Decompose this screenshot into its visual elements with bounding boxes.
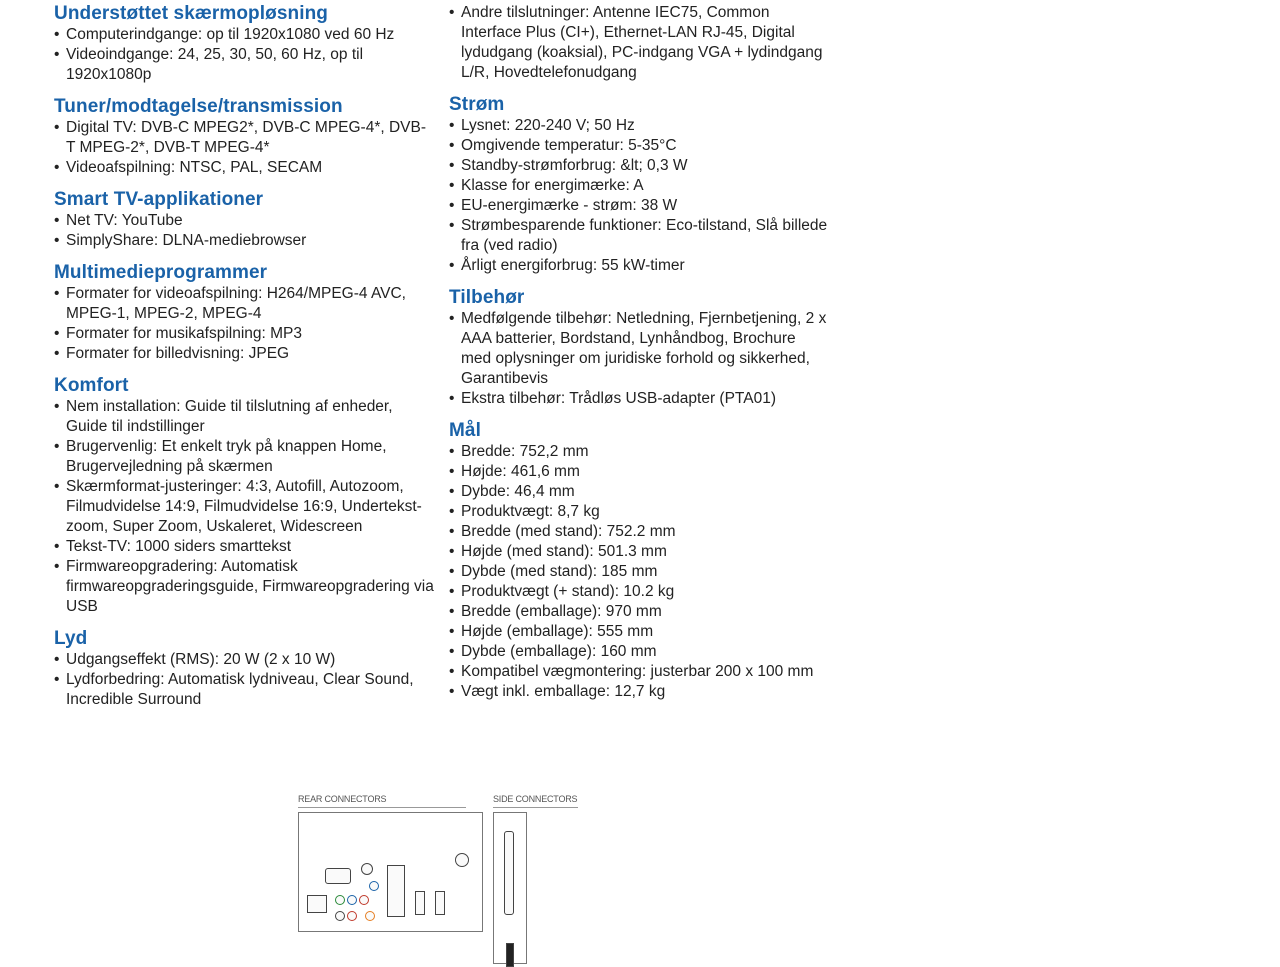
spec-list	[54, 650, 434, 710]
audio-l-jack-icon	[335, 911, 345, 921]
spec-item: • Årligt energiforbrug: 55 kW-timer	[449, 256, 829, 276]
spec-item: • Strømbesparende funktioner: Eco-tilstand, Slå billede fra (ved radio)	[449, 216, 829, 256]
spec-item: • Computerindgange: op til 1920x1080 ved 60 Hz	[54, 25, 434, 45]
section-heading: Komfort	[54, 375, 129, 396]
spec-item: • SimplyShare: DLNA-mediebrowser	[54, 231, 434, 251]
spec-item: • Nem installation: Guide til tilslutning af enheder, Guide til indstillinger	[54, 397, 434, 437]
digital-audio-out-jack-icon	[365, 911, 375, 921]
spec-section-strom	[449, 94, 829, 276]
rear-panel	[298, 812, 483, 932]
spec-list	[449, 116, 829, 276]
side-divider	[493, 807, 578, 808]
section-heading: Lyd	[54, 628, 88, 649]
spec-item: • Dybde (med stand): 185 mm	[449, 562, 829, 582]
spec-item: • Lysnet: 220-240 V; 50 Hz	[449, 116, 829, 136]
spec-section-smart-tv-applikationer	[54, 189, 434, 251]
component-pb-jack-icon	[347, 895, 357, 905]
connector-diagram	[296, 792, 596, 960]
spec-item: • Andre tilslutninger: Antenne IEC75, Common Interface Plus (CI+), Ethernet-LAN RJ-45, Digital lydudgang (koaksial), PC-indgang VGA + lydindgang L/R, Hovedtelefonudgang	[449, 3, 829, 83]
scart-port-icon	[387, 865, 405, 917]
spec-section-lyd	[54, 628, 434, 710]
spec-item: • Udgangseffekt (RMS): 20 W (2 x 10 W)	[54, 650, 434, 670]
common-interface-slot-icon	[504, 831, 514, 915]
side-connectors-label: SIDE CONNECTORS	[493, 794, 578, 804]
spec-item: • Ekstra tilbehør: Trådløs USB-adapter (PTA01)	[449, 389, 829, 409]
section-heading: Mål	[449, 420, 481, 441]
network-port-icon	[307, 895, 327, 913]
spec-item: • Videoindgange: 24, 25, 30, 50, 60 Hz, op til 1920x1080p	[54, 45, 434, 85]
spec-section-continued	[449, 3, 829, 83]
spec-item: • Lydforbedring: Automatisk lydniveau, Clear Sound, Incredible Surround	[54, 670, 434, 710]
spec-list	[54, 397, 434, 617]
spec-item: • Digital TV: DVB-C MPEG2*, DVB-C MPEG-4*, DVB-T MPEG-2*, DVB-T MPEG-4*	[54, 118, 434, 158]
spec-section-understottet-skaermoplosning	[54, 3, 434, 85]
audio-jack-icon	[369, 881, 379, 891]
spec-item: • Medfølgende tilbehør: Netledning, Fjernbetjening, 2 x AAA batterier, Bordstand, Lynhåndbog, Brochure med oplysninger om juridiske forhold og sikkerhed, Garantibevis	[449, 309, 829, 389]
spec-item: • Dybde (emballage): 160 mm	[449, 642, 829, 662]
hdmi-1-port-icon	[435, 891, 445, 915]
audio-r-jack-icon	[347, 911, 357, 921]
spec-section-multimedieprogrammer	[54, 262, 434, 364]
spec-item: • Brugervenlig: Et enkelt tryk på knappen Home, Brugervejledning på skærmen	[54, 437, 434, 477]
section-heading: Tuner/modtagelse/transmission	[54, 96, 343, 117]
spec-section-tuner-modtagelse-transmission	[54, 96, 434, 178]
component-pr-jack-icon	[359, 895, 369, 905]
spec-list	[54, 118, 434, 178]
spec-item: • Net TV: YouTube	[54, 211, 434, 231]
spec-item: • Højde: 461,6 mm	[449, 462, 829, 482]
spec-item: • Formater for musikafspilning: MP3	[54, 324, 434, 344]
spec-item: • EU-energimærke - strøm: 38 W	[449, 196, 829, 216]
rear-divider	[298, 807, 466, 808]
left-column	[54, 3, 434, 710]
spec-item: • Højde (emballage): 555 mm	[449, 622, 829, 642]
spec-item: • Bredde (med stand): 752.2 mm	[449, 522, 829, 542]
spec-section-komfort	[54, 375, 434, 617]
spec-list	[449, 3, 829, 83]
spec-item: • Produktvægt (+ stand): 10.2 kg	[449, 582, 829, 602]
spec-item: • Produktvægt: 8,7 kg	[449, 502, 829, 522]
spec-item: • Højde (med stand): 501.3 mm	[449, 542, 829, 562]
spec-item: • Kompatibel vægmontering: justerbar 200 x 100 mm	[449, 662, 829, 682]
spec-list	[54, 25, 434, 85]
spec-item: • Bredde (emballage): 970 mm	[449, 602, 829, 622]
spec-item: • Videoafspilning: NTSC, PAL, SECAM	[54, 158, 434, 178]
vga-port-icon	[325, 868, 351, 884]
side-panel	[493, 812, 527, 964]
spec-item: • Firmwareopgradering: Automatisk firmwareopgraderingsguide, Firmwareopgradering via USB	[54, 557, 434, 617]
usb-port-icon	[506, 943, 514, 967]
spec-item: • Formater for billedvisning: JPEG	[54, 344, 434, 364]
spec-item: • Vægt inkl. emballage: 12,7 kg	[449, 682, 829, 702]
section-heading: Understøttet skærmopløsning	[54, 3, 328, 24]
section-heading: Strøm	[449, 94, 505, 115]
spec-item: • Standby-strømforbrug: &lt; 0,3 W	[449, 156, 829, 176]
spec-list	[449, 309, 829, 409]
spec-item: • Dybde: 46,4 mm	[449, 482, 829, 502]
spec-item: • Tekst-TV: 1000 siders smarttekst	[54, 537, 434, 557]
spec-item: • Klasse for energimærke: A	[449, 176, 829, 196]
right-column	[449, 0, 829, 702]
spec-list	[449, 442, 829, 702]
section-heading: Smart TV-applikationer	[54, 189, 264, 210]
section-heading: Multimedieprogrammer	[54, 262, 268, 283]
hdmi-2-port-icon	[415, 891, 425, 915]
section-heading: Tilbehør	[449, 287, 525, 308]
spec-item: • Bredde: 752,2 mm	[449, 442, 829, 462]
spec-list	[54, 284, 434, 364]
audio-in-jack-icon	[361, 863, 373, 875]
spec-item: • Formater for videoafspilning: H264/MPEG-4 AVC, MPEG-1, MPEG-2, MPEG-4	[54, 284, 434, 324]
spec-item: • Omgivende temperatur: 5-35°C	[449, 136, 829, 156]
spec-item: • Skærmformat-justeringer: 4:3, Autofill, Autozoom, Filmudvidelse 14:9, Filmudvidelse 16:9, Undertekst-zoom, Super Zoom, Uskaleret, Widescreen	[54, 477, 434, 537]
spec-section-mal	[449, 420, 829, 702]
spec-list	[54, 211, 434, 251]
spec-section-tilbehor	[449, 287, 829, 409]
component-y-jack-icon	[335, 895, 345, 905]
rear-connectors-label: REAR CONNECTORS	[298, 794, 387, 804]
antenna-port-icon	[455, 853, 469, 867]
